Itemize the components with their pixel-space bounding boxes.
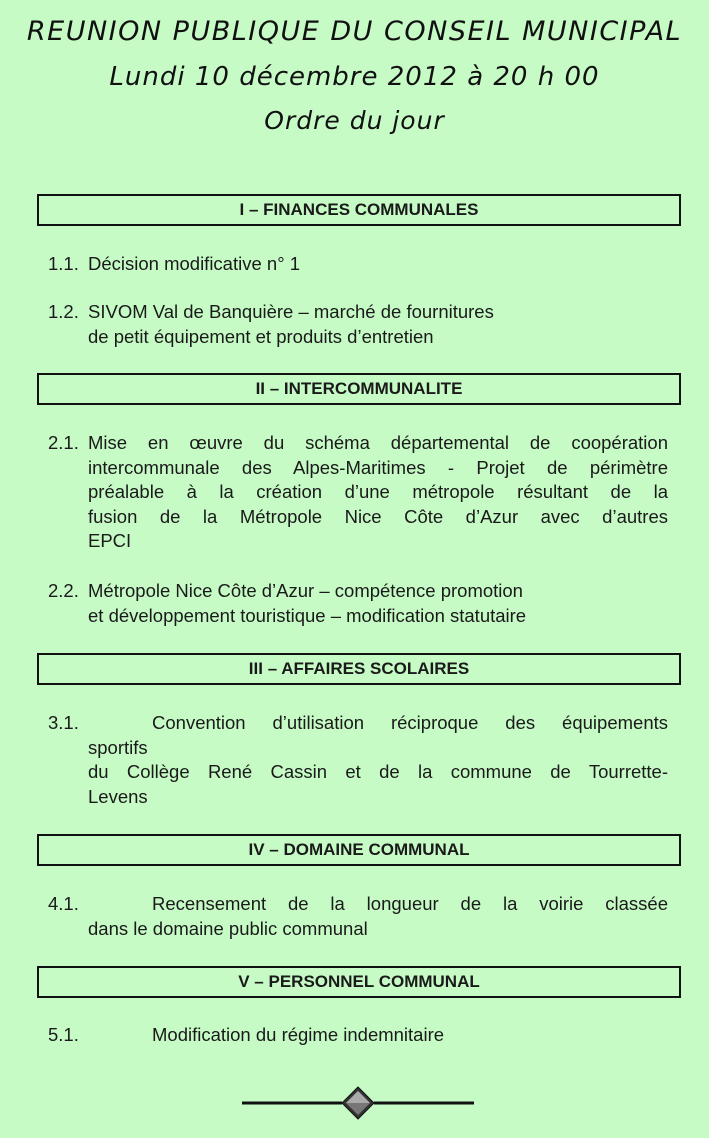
agenda-item-2-2 xyxy=(48,579,668,628)
agenda-item-4-1 xyxy=(48,892,668,941)
meeting-date: Lundi 10 décembre 2012 à 20 h 00 xyxy=(109,62,600,92)
item-line: Convention d’utilisation réciproque des équipements xyxy=(152,712,668,733)
item-line: Décision modificative n° 1 xyxy=(88,253,301,274)
page-subtitle: Ordre du jour xyxy=(264,106,445,135)
item-number: 4.1. xyxy=(48,893,79,914)
agenda-item-2-1 xyxy=(48,431,668,554)
item-line: Modification du régime indemnitaire xyxy=(152,1024,445,1045)
item-number: 1.1. xyxy=(48,253,79,274)
item-line: préalable à la création d’une métropole résultant de la xyxy=(88,481,668,502)
agenda-item-1-1 xyxy=(48,252,668,277)
agenda-item-5-1 xyxy=(48,1023,668,1048)
section-heading-personnel-communal: V – PERSONNEL COMMUNAL xyxy=(37,966,681,998)
diamond-divider-icon xyxy=(242,1086,474,1120)
item-number: 1.2. xyxy=(48,301,79,322)
item-line: Levens xyxy=(88,785,148,807)
item-line: fusion de la Métropole Nice Côte d’Azur avec d’autres xyxy=(88,505,668,527)
item-number: 2.1. xyxy=(48,432,79,453)
item-line: SIVOM Val de Banquière – marché de fournitures xyxy=(88,301,494,322)
item-line: de petit équipement et produits d’entretien xyxy=(88,325,434,347)
item-number: 5.1. xyxy=(48,1024,79,1045)
section-heading-domaine-communal: IV – DOMAINE COMMUNAL xyxy=(37,834,681,866)
item-line: intercommunale des Alpes-Maritimes - Projet de périmètre xyxy=(88,456,668,478)
section-heading-affaires-scolaires: III – AFFAIRES SCOLAIRES xyxy=(37,653,681,685)
item-line: EPCI xyxy=(88,530,132,551)
item-line: Recensement de la longueur de la voirie classée xyxy=(152,893,668,914)
item-line: et développement touristique – modification statutaire xyxy=(88,604,527,626)
item-line: du Collège René Cassin et de la commune de Tourrette- xyxy=(88,761,668,782)
item-number: 3.1. xyxy=(48,712,79,733)
item-line: Mise en œuvre du schéma départemental de coopération xyxy=(88,432,668,453)
page-title: REUNION PUBLIQUE DU CONSEIL MUNICIPAL xyxy=(26,16,683,47)
section-heading-finances: I – FINANCES COMMUNALES xyxy=(37,194,681,226)
item-line: dans le domaine public communal xyxy=(88,917,368,939)
agenda-item-3-1 xyxy=(48,711,668,809)
item-line: sportifs xyxy=(88,736,148,758)
item-number: 2.2. xyxy=(48,580,79,601)
item-line: Métropole Nice Côte d’Azur – compétence promotion xyxy=(88,580,523,601)
agenda-item-1-2 xyxy=(48,300,668,349)
section-heading-intercommunalite: II – INTERCOMMUNALITE xyxy=(37,373,681,405)
